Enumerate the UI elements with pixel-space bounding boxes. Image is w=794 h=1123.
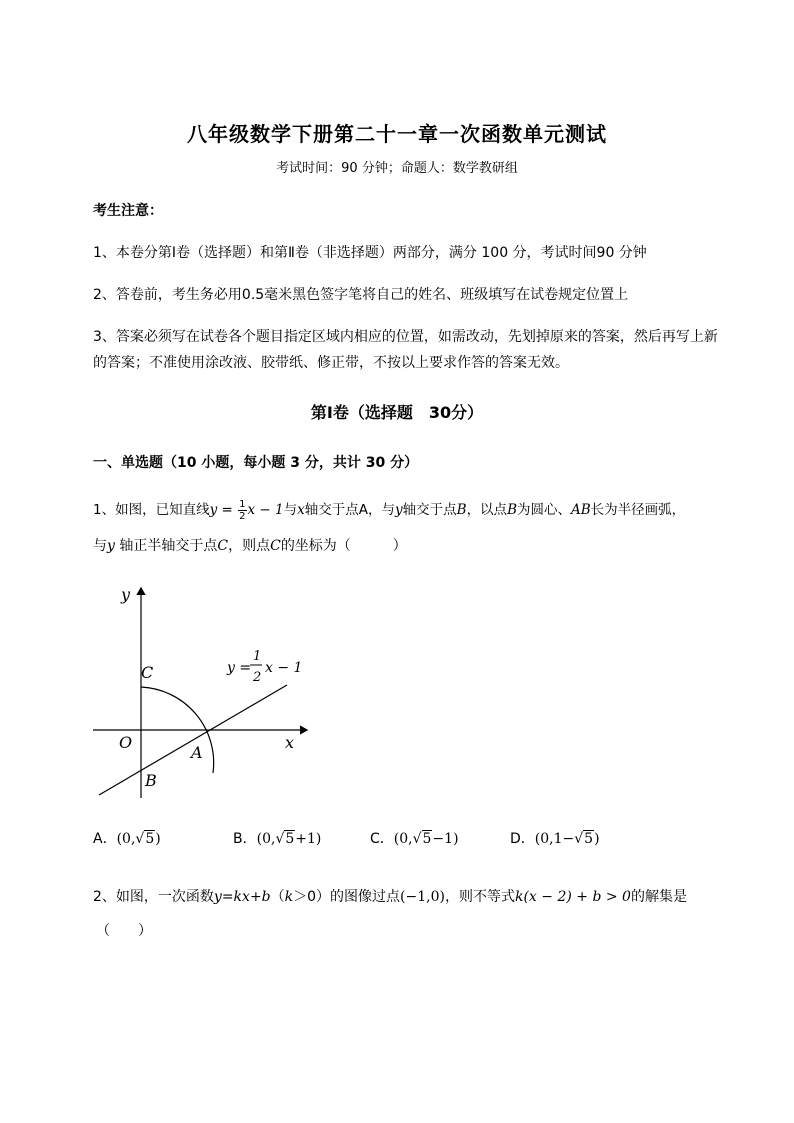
notice-heading: 考生注意： bbox=[93, 203, 163, 219]
point-a-label: A bbox=[191, 743, 203, 762]
q1-option-c[interactable]: C．(0,√5−1) bbox=[370, 831, 459, 847]
part-heading: 一、单选题（10 小题，每小题 3 分，共计 30 分） bbox=[93, 455, 419, 471]
notice-item-3-cont: 的答案；不准使用涂改液、胶带纸、修正带，不按以上要求作答的答案无效。 bbox=[93, 355, 569, 371]
q1-line-1: 1、如图，已知直线y = $\frac{1}{2}$ x − 1与x轴交于点A，与y轴交于点B，以点B为圆心、AB长为半径画弧， bbox=[93, 498, 686, 522]
page-subtitle: 考试时间：90 分钟；命题人：数学教研组 bbox=[276, 161, 518, 176]
q1-line-2: 与y 轴正半轴交于点C，则点C的坐标为（ ） bbox=[93, 538, 407, 554]
origin-label: O bbox=[119, 733, 133, 752]
q1-option-b[interactable]: B．(0,√5+1) bbox=[233, 831, 322, 847]
q2-inequality: k(x − 2) + b > 0 bbox=[514, 889, 631, 905]
page-title: 八年级数学下册第二十一章一次函数单元测试 bbox=[187, 122, 607, 146]
point-c-label: C bbox=[141, 663, 154, 682]
q2-function: y=kx+b bbox=[213, 889, 271, 905]
q1-option-d[interactable]: D．(0,1−√5) bbox=[510, 831, 600, 847]
q2-answer-paren: （ ） bbox=[96, 923, 152, 939]
section-title: 第Ⅰ卷（选择题 30分） bbox=[310, 403, 484, 422]
notice-item-3: 3、答案必须写在试卷各个题目指定区域内相应的位置，如需改动，先划掉原来的答案，然后再写上新 bbox=[93, 329, 718, 345]
equation-den: 2 bbox=[253, 670, 262, 685]
equation-y: y = bbox=[227, 660, 252, 676]
q1-figure bbox=[85, 580, 315, 805]
equation-rest: x − 1 bbox=[265, 660, 303, 676]
q2-line-1: 2、如图，一次函数y=kx+b（k＞0）的图像过点(−1,0)，则不等式k(x − 2) + b > 0的解集是 bbox=[93, 889, 687, 905]
q1-fraction: $\frac{1}{2}$ bbox=[239, 498, 246, 522]
notice-item-2: 2、答卷前，考生务必用0.5毫米黑色签字笔将自己的姓名、班级填写在试卷规定位置上 bbox=[93, 287, 629, 303]
point-b-label: B bbox=[145, 771, 157, 790]
equation-num: 1 bbox=[253, 649, 262, 664]
q1-option-a[interactable]: A．(0,√5) bbox=[93, 831, 161, 847]
axis-x-label: x bbox=[285, 733, 295, 752]
axis-y-label: y bbox=[121, 585, 131, 604]
notice-item-1: 1、本卷分第Ⅰ卷（选择题）和第Ⅱ卷（非选择题）两部分，满分 100 分，考试时间90 分钟 bbox=[93, 245, 647, 261]
